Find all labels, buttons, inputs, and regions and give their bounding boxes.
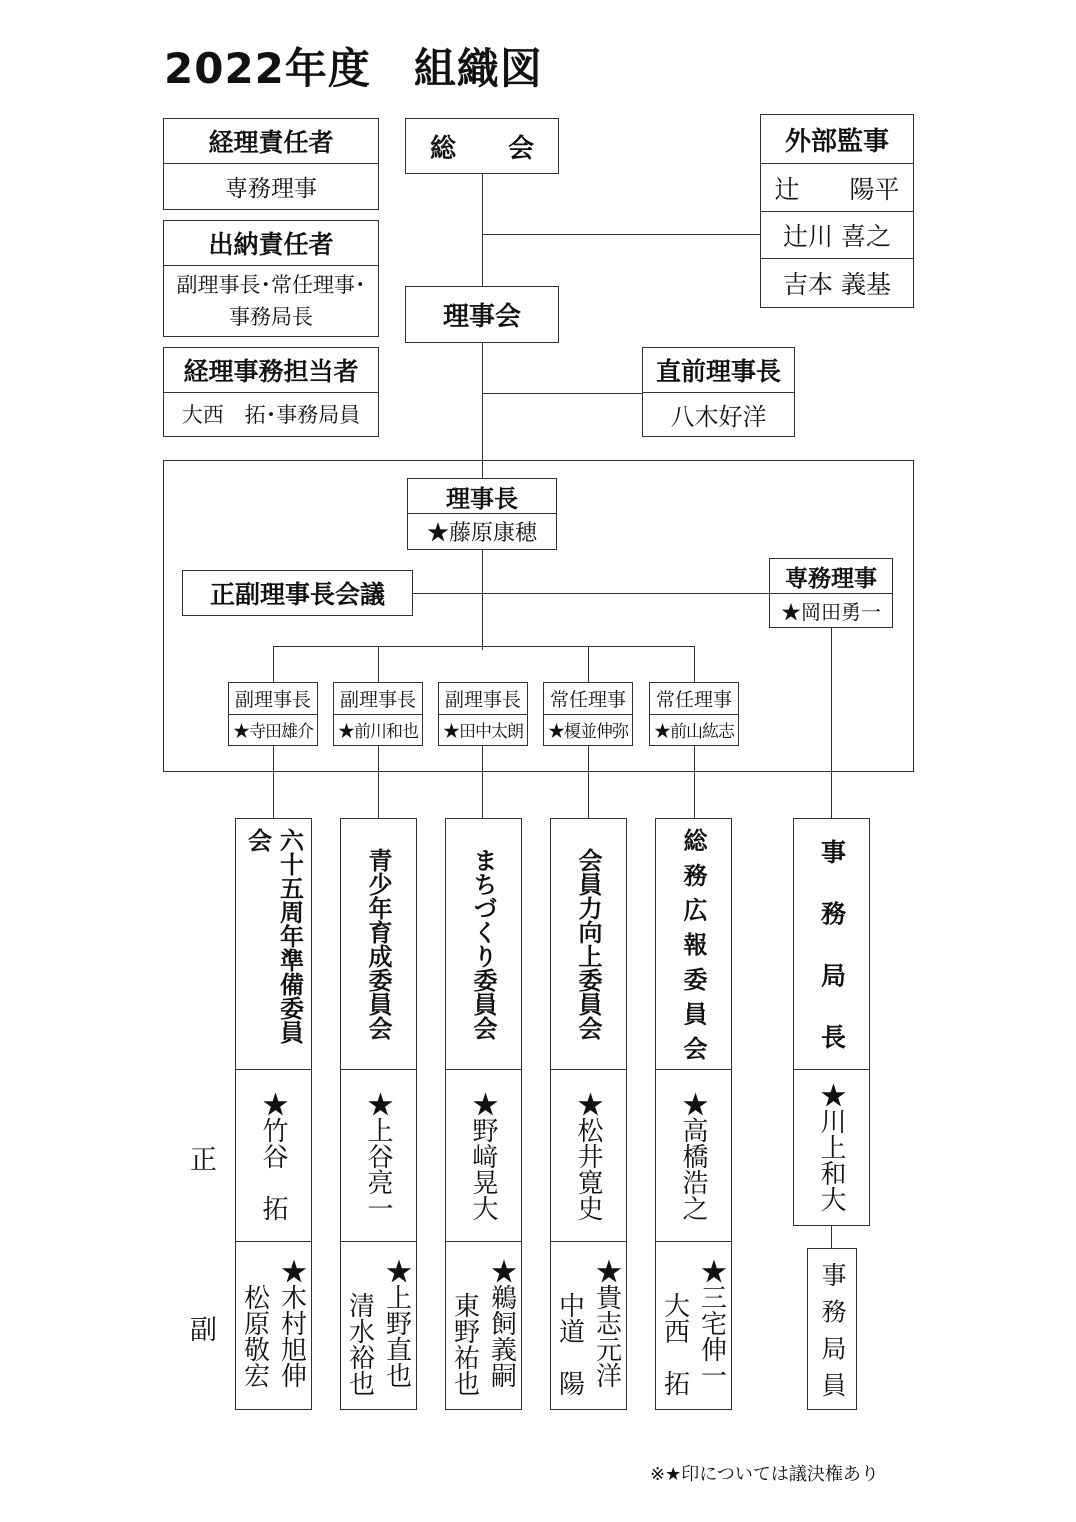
committee-vice-chairs: 東野祐也 ★鵜飼義嗣 — [446, 1241, 521, 1408]
committee-vice-chairs: 清水裕也 ★上野直也 — [341, 1241, 416, 1408]
role-label: 事務局長 — [817, 839, 847, 1049]
person-name: ★榎並伸弥 — [544, 714, 632, 744]
board-of-directors-box: 理事会 — [405, 286, 559, 343]
person-name: ★寺田雄介 — [229, 714, 317, 744]
person-name: ★前山紘志 — [650, 714, 738, 744]
person-name: 専務理事 — [164, 163, 378, 208]
connector-line — [482, 393, 642, 394]
person-name: 副理事長･常任理事･ 事務局長 — [164, 265, 378, 335]
committee-column — [655, 818, 732, 1410]
role-label: 理事長 — [446, 484, 518, 513]
role-label: 常任理事 — [549, 689, 626, 711]
committee-name: まちづくり委員会 — [469, 848, 497, 1040]
auditor-name: 辻川 喜之 — [761, 211, 913, 258]
vice-president-box — [438, 682, 528, 746]
vice-president-box — [228, 682, 318, 746]
standing-director-box — [543, 682, 633, 746]
role-label: 専務理事 — [785, 565, 877, 592]
committee-column — [445, 818, 522, 1410]
role-label: 常任理事 — [655, 689, 732, 711]
role-label: 外部監事 — [784, 126, 889, 157]
person-name: ★田中太朗 — [439, 714, 527, 744]
committee-vice-chairs: 中道 陽 ★貴志元洋 — [551, 1241, 626, 1408]
committee-column — [340, 818, 417, 1410]
committee-chair: ★上谷亮一 — [341, 1069, 416, 1241]
vice-president-box — [333, 682, 423, 746]
role-label: 直前理事長 — [655, 357, 781, 386]
finance-manager-box — [163, 118, 379, 210]
treasurer-box — [163, 220, 379, 337]
committee-column — [235, 818, 312, 1410]
page-title: 2022年度 組織図 — [164, 44, 543, 93]
role-label: 副理事長 — [444, 689, 521, 711]
accounting-staff-box — [163, 347, 379, 437]
connector-line — [482, 234, 760, 235]
committee-chair: ★高橋浩之 — [656, 1069, 731, 1241]
president-box — [407, 478, 557, 550]
person-name: 八木好洋 — [643, 392, 794, 435]
executive-director-box — [769, 558, 893, 628]
chair-row-label: 正 — [190, 1145, 217, 1176]
committee-chair: ★竹谷 拓 — [236, 1069, 311, 1241]
role-label: 出納責任者 — [208, 230, 334, 259]
committee-name: 会員力向上委員会 — [574, 848, 602, 1040]
committee-name: 六十五周年準備委員会 — [243, 828, 304, 1044]
role-label: 副理事長 — [234, 689, 311, 711]
standing-director-box — [649, 682, 739, 746]
connector-line — [482, 343, 483, 478]
role-label: 経理責任者 — [208, 128, 334, 157]
committee-name: 総務広報委員会 — [679, 828, 707, 1060]
general-meeting-box: 総 会 — [405, 118, 559, 174]
vice-president-meeting-box: 正副理事長会議 — [182, 570, 413, 616]
committee-column — [550, 818, 627, 1410]
person-name: ★前川和也 — [334, 714, 422, 744]
secretariat-staff-box: 事務局員 — [807, 1248, 857, 1410]
person-name: ★川上和大 — [794, 1069, 869, 1224]
committee-vice-chairs: 大西 拓 ★三宅伸一 — [656, 1241, 731, 1408]
external-auditors-box — [760, 114, 914, 308]
auditor-name: 吉本 義基 — [761, 258, 913, 306]
committee-chair: ★松井寛史 — [551, 1069, 626, 1241]
past-president-box — [642, 347, 795, 437]
committee-name: 青少年育成委員会 — [364, 848, 392, 1040]
connector-line — [831, 1226, 832, 1248]
secretary-general-box — [793, 818, 870, 1226]
person-name: ★岡田勇一 — [770, 593, 892, 626]
connector-line — [482, 174, 483, 286]
footnote: ※★印については議決権あり — [650, 1464, 879, 1485]
role-label: 経理事務担当者 — [183, 357, 359, 386]
role-label: 副理事長 — [339, 689, 416, 711]
committee-chair: ★野﨑晃大 — [446, 1069, 521, 1241]
person-name: 大西 拓･事務局員 — [164, 392, 378, 435]
auditor-name: 辻 陽平 — [761, 163, 913, 211]
committee-vice-chairs: 松原敬宏 ★木村旭伸 — [236, 1241, 311, 1408]
vice-chair-row-label: 副 — [190, 1315, 217, 1346]
person-name: ★藤原康穂 — [408, 513, 556, 548]
